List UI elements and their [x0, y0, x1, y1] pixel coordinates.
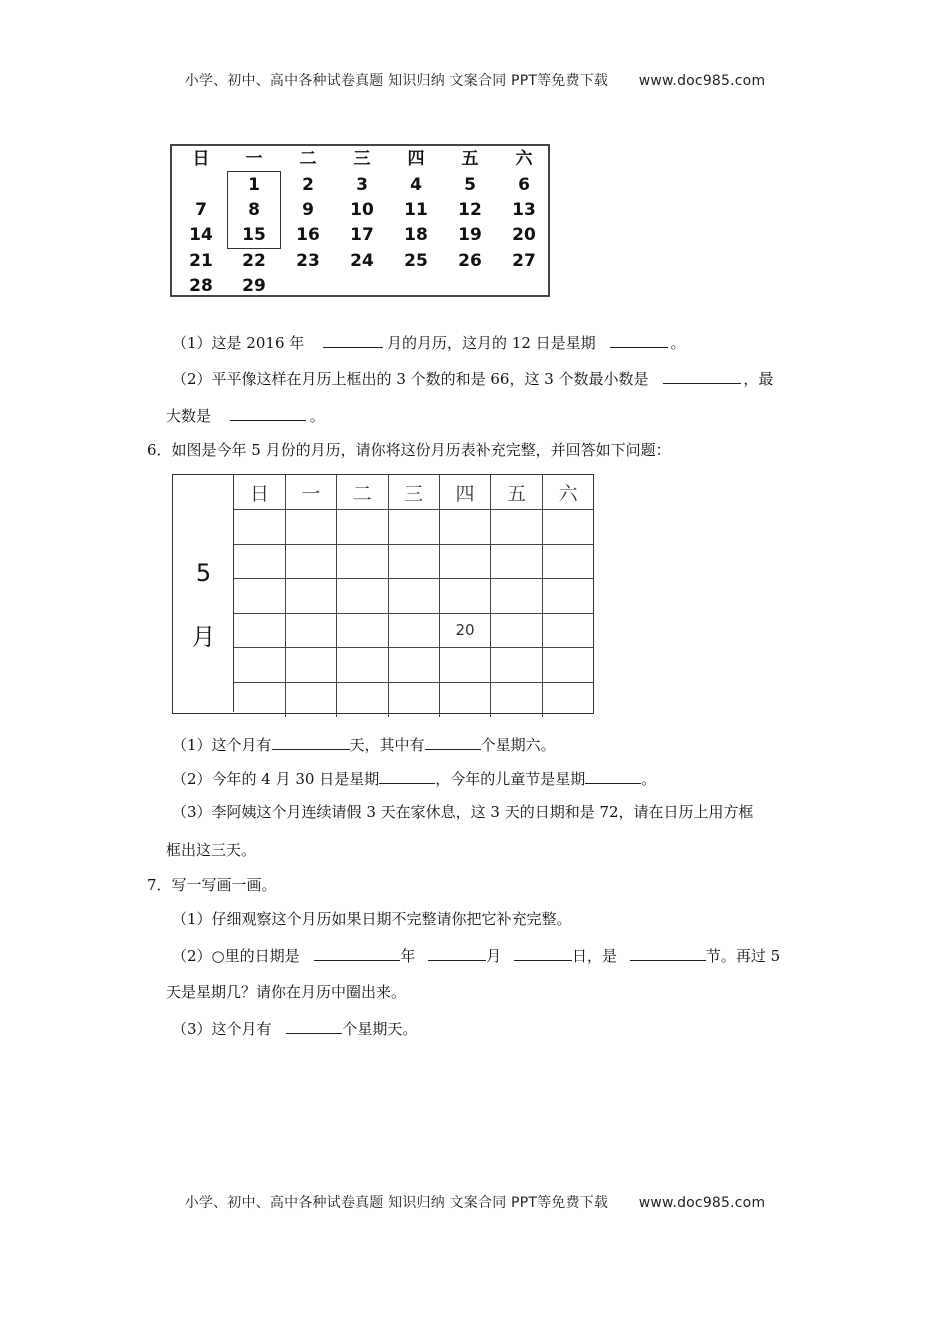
q7-part2-cont: 天是星期几？请你在月历中圈出来。	[166, 983, 407, 1001]
q6-part3-cont: 框出这三天。	[166, 841, 257, 859]
calendar-date-cell: 21	[189, 251, 213, 271]
calendar-empty-cell[interactable]	[440, 544, 492, 579]
answer-blank-festival[interactable]	[630, 944, 706, 961]
calendar-empty-cell[interactable]	[388, 613, 440, 648]
q7-part1: （1）仔细观察这个月历如果日期不完整请你把它补充完整。	[172, 910, 572, 928]
q5-part2: （2）平平像这样在月历上框出的 3 个数的和是 66，这 3 个数最小数是 ，最	[172, 367, 773, 389]
calendar-date-cell: 4	[410, 175, 422, 195]
calendar-empty-cell[interactable]	[388, 579, 440, 614]
calendar-date-cell: 14	[189, 225, 213, 245]
calendar-date-cell: 29	[242, 276, 266, 296]
calendar-empty-cell[interactable]	[285, 510, 337, 545]
calendar-empty-cell[interactable]	[388, 648, 440, 683]
calendar-empty-cell[interactable]	[542, 579, 593, 614]
calendar-empty-cell[interactable]	[491, 682, 543, 717]
q6-part3: （3）李阿姨这个月连续请假 3 天在家休息，这 3 天的日期和是 72，请在日历上用方框	[172, 803, 754, 821]
weekday-header: 六	[515, 149, 533, 169]
calendar-empty-cell[interactable]	[337, 682, 389, 717]
weekday-header: 日	[234, 475, 286, 510]
calendar-date-cell: 23	[296, 251, 320, 271]
calendar-empty-cell[interactable]	[285, 613, 337, 648]
calendar-empty-cell[interactable]	[234, 648, 286, 683]
calendar-date-cell: 18	[404, 225, 428, 245]
q6-intro: 6．如图是今年 5 月份的月历，请你将这份月历表补充完整，并回答如下问题：	[147, 441, 671, 459]
calendar-date-cell: 8	[248, 200, 260, 220]
answer-blank-smallest[interactable]	[663, 367, 741, 384]
calendar-date-cell: 27	[512, 251, 536, 271]
calendar-date-cell: 15	[242, 225, 266, 245]
page-footer	[0, 1192, 950, 1212]
header-site-link[interactable]: www.doc985.com	[638, 73, 766, 89]
calendar-date-cell: 7	[195, 200, 207, 220]
calendar-date-cell: 28	[189, 276, 213, 296]
calendar-empty-cell[interactable]	[542, 544, 593, 579]
calendar-date-cell: 3	[356, 175, 368, 195]
weekday-header: 三	[388, 475, 440, 510]
weekday-header: 四	[407, 149, 425, 169]
calendar-empty-cell[interactable]	[491, 613, 543, 648]
answer-blank-year[interactable]	[314, 944, 400, 961]
calendar-empty-cell[interactable]	[440, 682, 492, 717]
weekday-header: 五	[491, 475, 543, 510]
calendar-empty-cell[interactable]	[234, 510, 286, 545]
weekday-header: 二	[299, 149, 317, 169]
calendar-empty-cell[interactable]	[542, 510, 593, 545]
calendar-february	[170, 144, 550, 297]
calendar-empty-cell[interactable]	[542, 648, 593, 683]
selection-frame	[227, 171, 281, 249]
calendar-date-cell: 13	[512, 200, 536, 220]
calendar-empty-cell[interactable]	[440, 648, 492, 683]
answer-blank-weekday[interactable]	[610, 331, 668, 348]
calendar-date-cell: 20	[512, 225, 536, 245]
answer-blank-month2[interactable]	[428, 944, 486, 961]
weekday-header: 六	[542, 475, 593, 510]
calendar-empty-cell[interactable]	[337, 648, 389, 683]
calendar-empty-cell[interactable]	[234, 544, 286, 579]
calendar-date-cell: 6	[518, 175, 530, 195]
calendar-date-cell: 17	[350, 225, 374, 245]
q5-part1: （1）这是 2016 年 月的月历，这月的 12 日是星期 。	[172, 331, 685, 353]
calendar-date-cell: 12	[458, 200, 482, 220]
answer-blank-childrens-day[interactable]	[585, 767, 641, 784]
calendar-date-cell: 24	[350, 251, 374, 271]
weekday-header: 二	[337, 475, 389, 510]
calendar-empty-cell[interactable]	[337, 510, 389, 545]
footer-site-link[interactable]: www.doc985.com	[638, 1195, 766, 1211]
calendar-date-cell: 1	[248, 175, 260, 195]
q6-part1: （1）这个月有 天，其中有 个星期六。	[172, 733, 556, 755]
answer-blank-month[interactable]	[323, 331, 383, 348]
weekday-header: 三	[353, 149, 371, 169]
weekday-header: 五	[461, 149, 479, 169]
answer-blank-days[interactable]	[272, 733, 350, 750]
calendar-date-cell[interactable]: 20	[440, 613, 492, 648]
calendar-may	[172, 474, 594, 714]
weekday-header: 一	[285, 475, 337, 510]
calendar-date-cell: 10	[350, 200, 374, 220]
calendar-empty-cell[interactable]	[285, 682, 337, 717]
weekday-header: 日	[192, 149, 210, 169]
weekday-header: 一	[245, 149, 263, 169]
calendar-date-cell: 19	[458, 225, 482, 245]
calendar-date-cell: 9	[302, 200, 314, 220]
q7-part3: （3）这个月有 个星期天。	[172, 1017, 417, 1039]
calendar-date-cell: 11	[404, 200, 428, 220]
calendar-empty-cell[interactable]	[491, 579, 543, 614]
calendar-empty-cell[interactable]	[388, 544, 440, 579]
calendar-empty-cell[interactable]	[491, 544, 543, 579]
calendar-empty-cell[interactable]	[440, 510, 492, 545]
calendar-empty-cell[interactable]	[337, 544, 389, 579]
calendar-empty-cell[interactable]	[388, 510, 440, 545]
calendar-empty-cell[interactable]	[234, 682, 286, 717]
q7-intro: 7．写一写画一画。	[147, 876, 277, 894]
answer-blank-apr30[interactable]	[379, 767, 435, 784]
calendar-empty-cell[interactable]	[285, 648, 337, 683]
calendar-empty-cell[interactable]	[542, 682, 593, 717]
month-number: 5	[195, 559, 212, 587]
calendar-date-cell: 2	[302, 175, 314, 195]
answer-blank-largest[interactable]	[230, 404, 306, 421]
calendar-date-cell: 5	[464, 175, 476, 195]
q5-part2-cont: 大数是 。	[166, 404, 325, 426]
answer-blank-sundays[interactable]	[286, 1017, 342, 1034]
calendar-empty-cell[interactable]	[337, 613, 389, 648]
footer-text: 小学、初中、高中各种试卷真题 知识归纳 文案合同 PPT等免费下载	[184, 1195, 609, 1211]
calendar-empty-cell[interactable]	[491, 510, 543, 545]
q7-part2: （2）○里的日期是 年 月 日，是 节。再过 5	[172, 944, 780, 966]
calendar-date-cell: 25	[404, 251, 428, 271]
calendar-empty-cell[interactable]	[285, 544, 337, 579]
calendar-empty-cell[interactable]	[285, 579, 337, 614]
month-char: 月	[191, 623, 216, 651]
calendar-empty-cell[interactable]	[234, 613, 286, 648]
calendar-date-cell: 26	[458, 251, 482, 271]
calendar-empty-cell[interactable]	[337, 579, 389, 614]
calendar-empty-cell[interactable]	[234, 579, 286, 614]
q6-part2: （2）今年的 4 月 30 日是星期 ，今年的儿童节是星期 。	[172, 767, 656, 789]
calendar-empty-cell[interactable]	[542, 613, 593, 648]
answer-blank-saturdays[interactable]	[425, 733, 481, 750]
answer-blank-day[interactable]	[514, 944, 572, 961]
calendar-empty-cell[interactable]	[491, 648, 543, 683]
header-text: 小学、初中、高中各种试卷真题 知识归纳 文案合同 PPT等免费下载	[184, 73, 609, 89]
month-label	[173, 475, 234, 712]
calendar-empty-cell[interactable]	[440, 579, 492, 614]
calendar-date-cell: 22	[242, 251, 266, 271]
page-header	[0, 70, 950, 90]
weekday-header: 四	[440, 475, 492, 510]
calendar-date-cell: 16	[296, 225, 320, 245]
calendar-empty-cell[interactable]	[388, 682, 440, 717]
